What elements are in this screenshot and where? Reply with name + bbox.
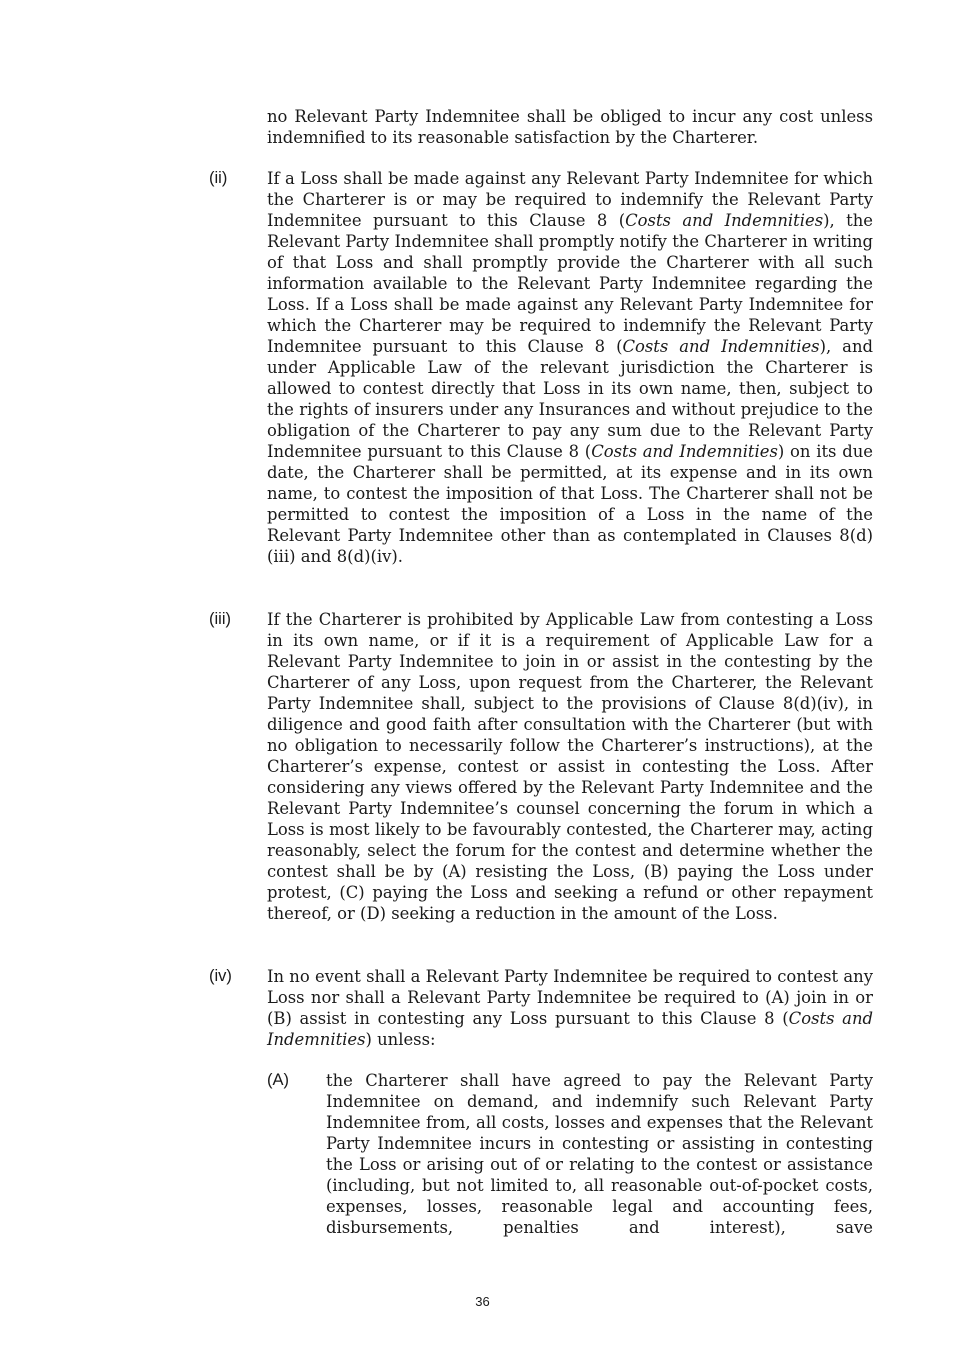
clause-label-iv: (iv) xyxy=(209,967,232,985)
clause-iv-text: In no event shall a Relevant Party Indemnitee be required to contest any Loss nor shall a Relevant Party Indemnitee be required to (A) join in or (B) assist in contesting any Loss pursuant to this Clause 8 (Costs and Indemnities) unless: xyxy=(267,967,874,1049)
subclause-label-a: (A) xyxy=(267,1071,289,1089)
clause-ii-text: If a Loss shall be made against any Relevant Party Indemnitee for which the Charterer is or may be required to indemnify the Relevant Party Indemnitee pursuant to this Clause 8 (Costs and Indemnities), the Relevant Party Indemnitee shall promptly notify the Charterer in writing of that Loss and shall promptly provide the Charterer with all such information available to the Relevant Party Indemnitee regarding the Loss. If a Loss shall be made against any Relevant Party Indemnitee for which the Charterer may be required to indemnify the Relevant Party Indemnitee pursuant to this Clause 8 (Costs and Indemnities), and under Applicable Law of the relevant jurisdiction the Charterer is allowed to contest directly that Loss in its own name, then, subject to the rights of insurers under any Insurances and without prejudice to the obligation of the Charterer to pay any sum due to the Relevant Party Indemnitee pursuant to this Clause 8 (Costs and Indemnities) on its due date, the Charterer shall be permitted, at its expense and in its own name, to contest the imposition of that Loss. The Charterer shall not be permitted to contest the imposition of a Loss in the name of the Relevant Party Indemnitee other than as contemplated in Clauses 8(d)(iii) and 8(d)(iv). xyxy=(267,169,873,566)
continuation-paragraph xyxy=(267,106,873,148)
subclause-a-text: the Charterer shall have agreed to pay the Relevant Party Indemnitee on demand, and indemnify such Relevant Party Indemnitee from, all costs, losses and expenses that the Relevant Party Indemnitee incurs in contesting or assisting in contesting the Loss or arising out of or relating to the contest or assistance (including, but not limited to, all reasonable out-of-pocket costs, expenses, losses, reasonable legal and accounting fees, disbursements, penalties and interest), save xyxy=(326,1071,873,1237)
continuation-text: no Relevant Party Indemnitee shall be obliged to incur any cost unless indemnified to its reasonable satisfaction by the Charterer. xyxy=(267,107,873,147)
clause-label-iii: (iii) xyxy=(209,610,231,628)
clause-label-ii: (ii) xyxy=(209,169,228,187)
page-number: 36 xyxy=(475,1294,490,1309)
clause-iii-text: If the Charterer is prohibited by Applicable Law from contesting a Loss in its own name, or if it is a requirement of Applicable Law for a Relevant Party Indemnitee to join in or assist in the contesting by the Charterer of any Loss, upon request from the Charterer, the Relevant Party Indemnitee shall, subject to the provisions of Clause 8(d)(iv), in diligence and good faith after consultation with the Charterer (but with no obligation to necessarily follow the Charterer’s instructions), at the Charterer’s expense, contest or assist in contesting the Loss. After considering any views offered by the Relevant Party Indemnitee and the Relevant Party Indemnitee’s counsel concerning the forum in which a Loss is most likely to be favourably contested, the Charterer may, acting reasonably, select the forum for the contest and determine whether the contest shall be by (A) resisting the Loss, (B) paying the Loss under protest, (C) paying the Loss and seeking a refund or other repayment thereof, or (D) seeking a reduction in the amount of the Loss. xyxy=(267,610,873,923)
